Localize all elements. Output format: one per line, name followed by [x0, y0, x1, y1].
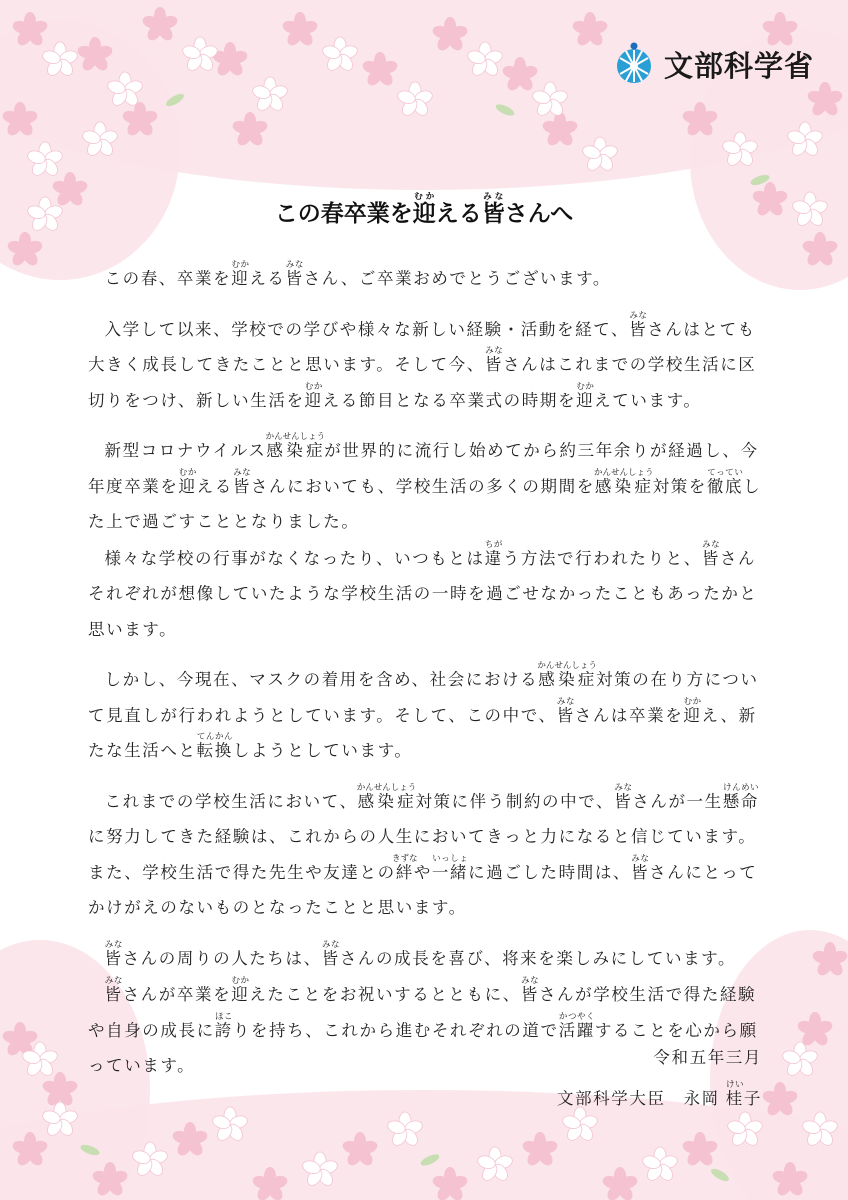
paragraph-growth: 入学して以来、学校での学びや様々な新しい経験・活動を経て、皆みなさんはとても大きく成長してきたことと思います。そして今、皆みなさんはこれまでの学校生活に区切りをつけ、新しい生活を迎むかえる節目となる卒業式の時期を迎むかえています。 [88, 310, 757, 410]
paragraph-family: 皆みなさんの周りの人たちは、皆みなさんの成長を喜び、将来を楽しみにしています。 [104, 939, 737, 968]
paragraph-experience: これまでの学校生活において、感染症かんせんしょう対策に伴う制約の中で、皆みなさんが一生懸命けんめいに努力してきた経験は、これからの人生においてきっと力になると信じています。また、学校生活で得た先生や友達との絆きずなや一緒いっしょに過ごした時間は、皆みなさんにとってかけがえのないものとなったことと思います。 [88, 782, 759, 917]
letter-title: この春卒業を迎むかえる皆みなさんへ [274, 192, 574, 227]
signature-position: 文部科学大臣 [556, 1089, 666, 1108]
ministry-logo-text: 文部科学省 [664, 48, 815, 83]
paragraph-congratulations: この春、卒業を迎むかえる皆みなさん、ご卒業おめでとうございます。 [104, 260, 611, 288]
paragraph-masks: しかし、今現在、マスクの着用を含め、社会における感染症かんせんしょう対策の在り方について見直しが行われようとしています。そして、この中で、皆みなさんは卒業を迎むかえ、新たな生活へと転換てんかんしようとしています。 [88, 661, 759, 760]
ministry-emblem-icon [612, 42, 656, 86]
signature-date: 令和五年三月 [653, 1048, 762, 1067]
ministry-logo[interactable] [612, 38, 814, 90]
paragraph-school-events: 様々な学校の行事がなくなったり、いつもとは違ちがう方法で行われたりと、皆みなさんそれぞれが想像していたような学校生活の一時を過ごせなかったこともあったかと思います。 [88, 539, 758, 639]
paragraph-pandemic: 新型コロナウイルス感染症かんせんしょうが世界的に流行し始めてから約三年余りが経過し、今年度卒業を迎むかえる皆みなさんにおいても、学校生活の多くの期間を感染症かんせんしょう対策を徹底てっていした上で過ごすこととなりました。 [88, 432, 762, 531]
paragraph-wishes: 皆みなさんが卒業を迎むかえたことをお祝いするとともに、皆みなさんが学校生活で得た経験や自身の成長に誇ほこりを持ち、これから進むそれぞれの道で活躍かつやくすることを心から願っています。 [88, 976, 758, 1075]
signature-name: 文部科学大臣 永岡 桂けい子 [556, 1080, 762, 1108]
letter-body [88, 260, 768, 1084]
